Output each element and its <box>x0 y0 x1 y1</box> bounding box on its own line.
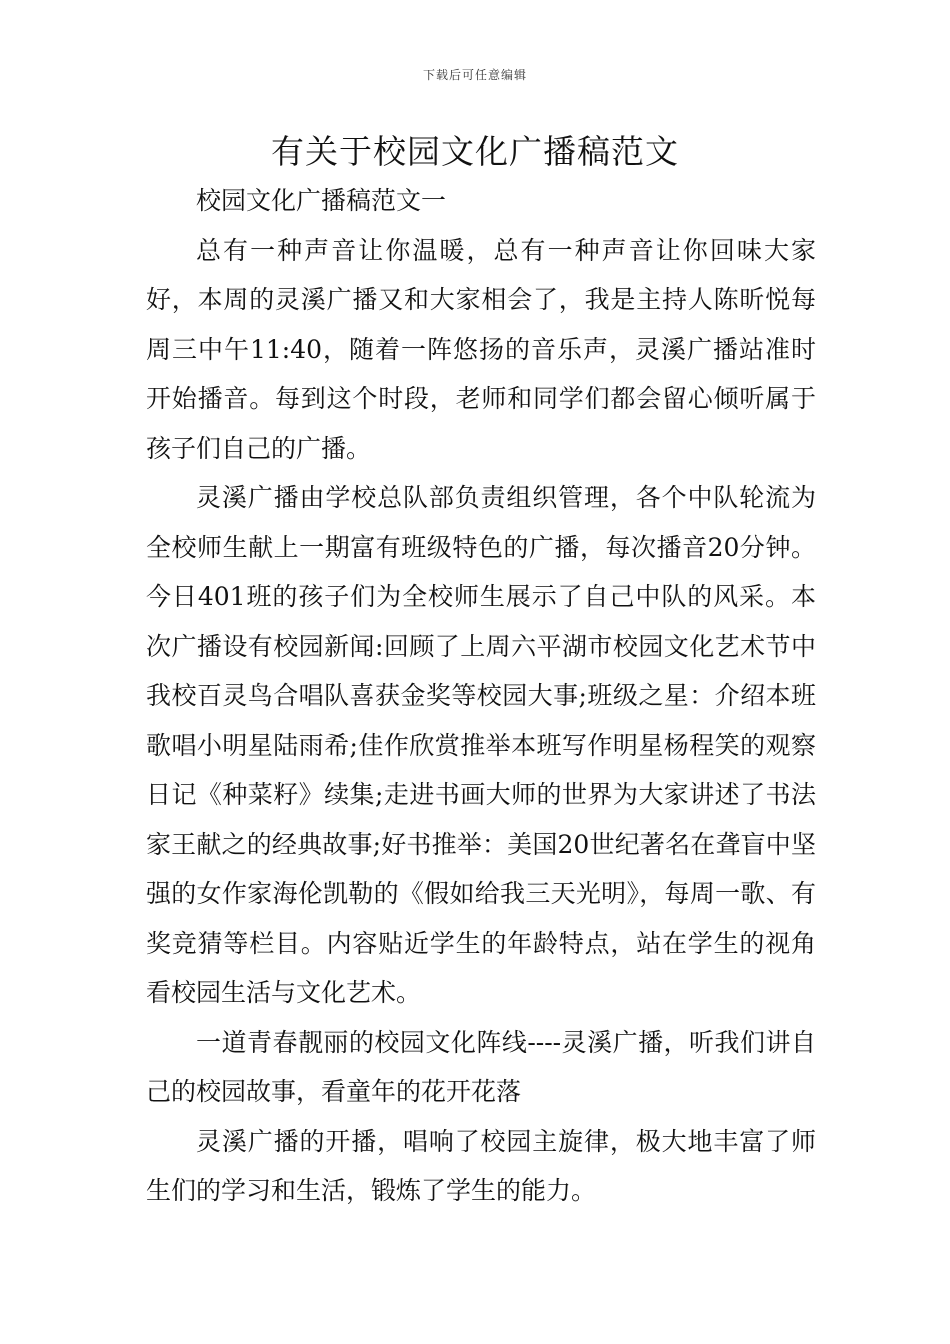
paragraph: 灵溪广播的开播，唱响了校园主旋律，极大地丰富了师生们的学习和生活，锻炼了学生的能力。 <box>146 1126 816 1205</box>
document-title: 有关于校园文化广播稿范文 <box>271 132 679 171</box>
paragraph: 一道青春靓丽的校园文化阵线----灵溪广播，听我们讲自己的校园故事，看童年的花开花落 <box>146 1027 816 1106</box>
paragraph: 灵溪广播由学校总队部负责组织管理，各个中队轮流为全校师生献上一期富有班级特色的广播，每次播音20分钟。今日401班的孩子们为全校师生展示了自己中队的风采。本次广播设有校园新闻:回顾了上周六平湖市校园文化艺术节中我校百灵鸟合唱队喜获金奖等校园大事;班级之星：介绍本班歌唱小明星陆雨希;佳作欣赏推举本班写作明星杨程笑的观察日记《种菜籽》续集;走进书画大师的世界为大家讲述了书法家王献之的经典故事;好书推举：美国20世纪著名在聋盲中坚强的女作家海伦凯勒的《假如给我三天光明》，每周一歌、有奖竞猜等栏目。内容贴近学生的年龄特点，站在学生的视角看校园生活与文化艺术。 <box>146 483 816 1007</box>
document-body <box>146 176 816 1216</box>
paragraph-subtitle: 校园文化广播稿范文一 <box>196 186 447 215</box>
paragraph: 总有一种声音让你温暖，总有一种声音让你回味大家好，本周的灵溪广播又和大家相会了，我是主持人陈昕悦每周三中午11:40，随着一阵悠扬的音乐声，灵溪广播站准时开始播音。每到这个时段，老师和同学们都会留心倾听属于孩子们自己的广播。 <box>146 235 816 463</box>
header-note: 下载后可任意编辑 <box>422 68 527 82</box>
